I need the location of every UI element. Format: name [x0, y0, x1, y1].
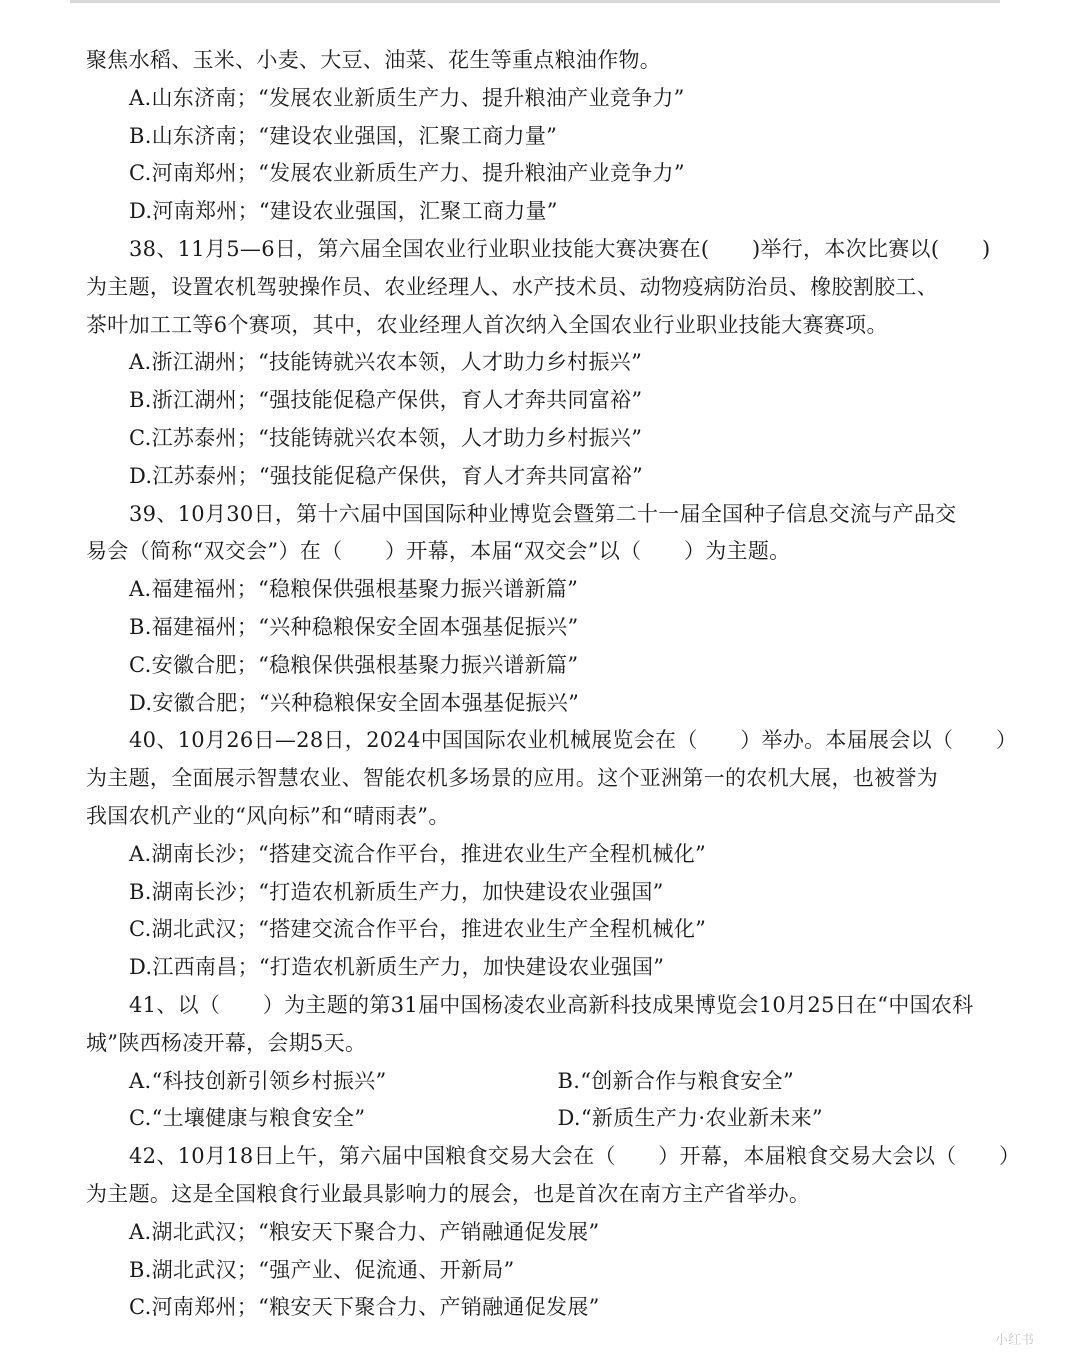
q38-option-d: D.江苏泰州；“强技能促稳产保供，育人才奔共同富裕” [129, 463, 644, 488]
q39-option-a: A.福建福州；“稳粮保供强根基聚力振兴谱新篇” [129, 577, 579, 602]
q38-option-c: C.江苏泰州；“技能铸就兴农本领，人才助力乡村振兴” [129, 425, 643, 450]
q37-option-c: C.河南郑州；“发展农业新质生产力、提升粮油产业竞争力” [129, 161, 685, 186]
q42-option-c: C.河南郑州；“粮安天下聚合力、产销融通促发展” [129, 1295, 600, 1320]
q40-stem-line-2: 为主题，全面展示智慧农业、智能农机多场景的应用。这个亚洲第一的农机大展，也被誉为 [86, 766, 938, 791]
q42-stem-line-2: 为主题。这是全国粮食行业最具影响力的展会，也是首次在南方主产省举办。 [86, 1181, 811, 1206]
q40-option-b: B.湖南长沙；“打造农机新质生产力，加快建设农业强国” [129, 879, 664, 904]
exam-page [86, 42, 1021, 1327]
q41-option-c: C.“土壤健康与粮食安全” [129, 1106, 366, 1131]
q41-option-b: B.“创新合作与粮食安全” [557, 1068, 794, 1093]
q41-options-row-1 [86, 1063, 986, 1101]
watermark-logo: 小红书 [994, 1333, 1034, 1348]
q37-option-d: D.河南郑州；“建设农业强国，汇聚工商力量” [129, 199, 558, 224]
q39-option-c: C.安徽合肥；“稳粮保供强根基聚力振兴谱新篇” [129, 652, 579, 677]
q38-option-a: A.浙江湖州；“技能铸就兴农本领，人才助力乡村振兴” [129, 350, 643, 375]
q37-option-b: B.山东济南；“建设农业强国，汇聚工商力量” [129, 123, 558, 148]
q39-option-d: D.安徽合肥；“兴种稳粮保安全固本强基促振兴” [129, 690, 580, 715]
q39-option-b: B.福建福州；“兴种稳粮保安全固本强基促振兴” [129, 614, 579, 639]
q39-stem-line-1: 39、10月30日，第十六届中国国际种业博览会暨第二十一届全国种子信息交流与产品交 [129, 501, 957, 526]
continuation-line: 聚焦水稻、玉米、小麦、大豆、油菜、花生等重点粮油作物。 [86, 48, 662, 72]
q38-option-b: B.浙江湖州；“强技能促稳产保供，育人才奔共同富裕” [129, 388, 643, 413]
q42-option-a: A.湖北武汉；“粮安天下聚合力、产销融通促发展” [129, 1219, 600, 1244]
q42-stem-line-1: 42、10月18日上午，第六届中国粮食交易大会在（ ）开幕，本届粮食交易大会以（ ） [129, 1144, 1021, 1169]
q40-option-a: A.湖南长沙；“搭建交流合作平台，推进农业生产全程机械化” [129, 841, 707, 866]
q41-stem-line-1: 41、以（ ）为主题的第31届中国杨凌农业高新科技成果博览会10月25日在“中国农科 [129, 992, 974, 1017]
q37-option-a: A.山东济南；“发展农业新质生产力、提升粮油产业竞争力” [129, 85, 685, 110]
q40-option-d: D.江西南昌；“打造农机新质生产力，加快建设农业强国” [129, 955, 665, 980]
q40-stem-line-3: 我国农机产业的“风向标”和“晴雨表”。 [86, 803, 450, 828]
q38-stem-line-2: 为主题，设置农机驾驶操作员、农业经理人、水产技术员、动物疫病防治员、橡胶割胶工、 [86, 274, 938, 299]
q39-stem-line-2: 易会（简称“双交会”）在（ ）开幕，本届“双交会”以（ ）为主题。 [86, 539, 791, 564]
q41-option-a: A.“科技创新引领乡村振兴” [129, 1068, 387, 1093]
q41-stem-line-2: 城”陕西杨凌开幕，会期5天。 [86, 1030, 367, 1055]
q41-options-row-2 [86, 1100, 986, 1138]
q42-option-b: B.湖北武汉；“强产业、促流通、开新局” [129, 1257, 515, 1282]
q38-stem-line-3: 茶叶加工工等6个赛项，其中，农业经理人首次纳入全国农业行业职业技能大赛赛项。 [86, 312, 888, 337]
q38-stem-line-1: 38、11月5—6日，第六届全国农业行业职业技能大赛决赛在( )举行，本次比赛以( ) [129, 236, 991, 261]
q40-stem-line-1: 40、10月26日—28日，2024中国国际农业机械展览会在（ ）举办。本届展会以（ ） [129, 728, 1018, 753]
q40-option-c: C.湖北武汉；“搭建交流合作平台，推进农业生产全程机械化” [129, 917, 707, 942]
page-top-edge [70, 0, 1000, 3]
q41-option-d: D.“新质生产力·农业新未来” [557, 1106, 823, 1131]
